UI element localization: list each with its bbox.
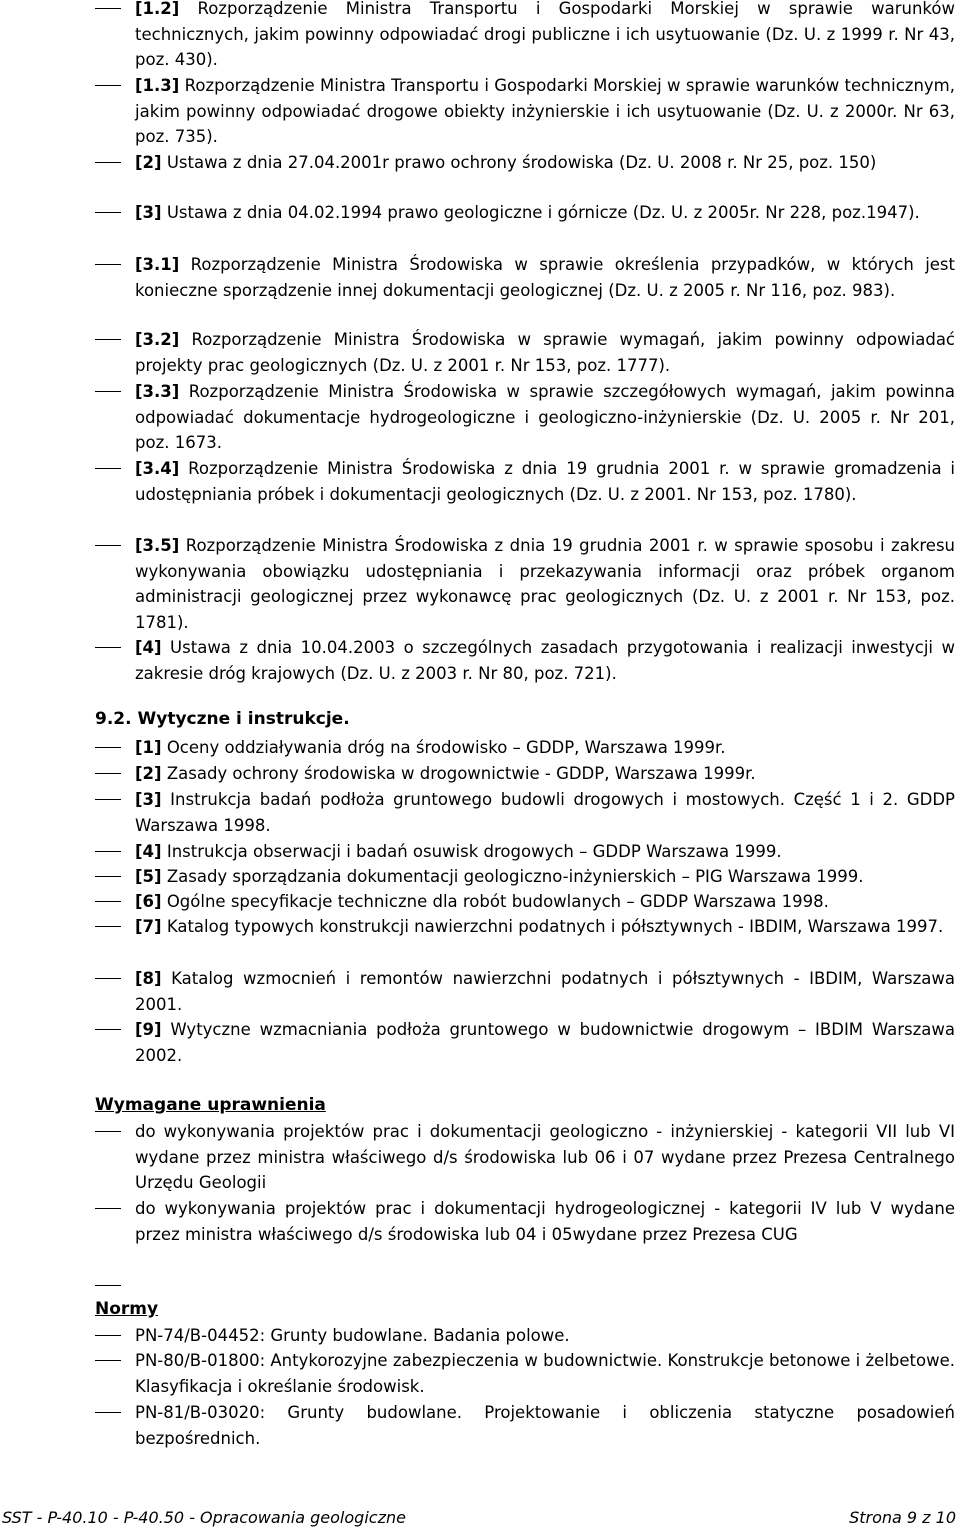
reference-number: [1.2]	[135, 0, 180, 18]
reference-text: Rozporządzenie Ministra Transportu i Gospodarki Morskiej w sprawie warunków technicznym, jakim powinny odpowiadać drogowe obiekty inżynierskie i ich usytuowanie (Dz. U. z 2000r. Nr 63, poz. 735).	[135, 76, 955, 147]
reference-number: [2]	[135, 764, 162, 783]
reference-text: Ogólne specyfikacje techniczne dla robót budowlanych – GDDP Warszawa 1998.	[161, 892, 829, 911]
dash-bullet	[95, 851, 121, 852]
dash-bullet	[95, 1285, 121, 1286]
dash-bullet	[95, 212, 121, 213]
dash-bullet	[95, 339, 121, 340]
reference-number: [8]	[135, 969, 162, 988]
reference-number: [3.3]	[135, 382, 180, 401]
reference-item	[95, 327, 955, 378]
dash-bullet	[95, 264, 121, 265]
section-heading: 9.2. Wytyczne i instrukcje.	[95, 709, 350, 729]
dash-bullet	[95, 8, 121, 9]
reference-text: Rozporządzenie Ministra Środowiska w sprawie określenia przypadków, w których jest konieczne sporządzenie innej dokumentacji geologicznej (Dz. U. z 2005 r. Nr 116, poz. 983).	[135, 255, 955, 300]
reference-text: Ustawa z dnia 27.04.2001r prawo ochrony środowiska (Dz. U. 2008 r. Nr 25, poz. 150)	[161, 153, 877, 172]
reference-text: Katalog wzmocnień i remontów nawierzchni podatnych i półsztywnych - IBDIM, Warszawa 2001.	[135, 969, 955, 1014]
guideline-item	[95, 966, 955, 1017]
dash-bullet	[95, 876, 121, 877]
footer-document-title: SST - P-40.10 - P-40.50 - Opracowania geologiczne	[2, 1508, 406, 1527]
reference-text: Katalog typowych konstrukcji nawierzchni podatnych i półsztywnych - IBDIM, Warszawa 1997.	[161, 917, 944, 936]
reference-item	[95, 456, 955, 507]
permission-item	[95, 1119, 955, 1196]
guideline-item	[95, 889, 955, 915]
permission-text: do wykonywania projektów prac i dokumentacji geologiczno - inżynierskiej - kategorii VII lub VI wydane przez ministra właściwego d/s środowiska lub 06 i 07 wydane przez Prezesa Centralnego Urzędu Geologii	[135, 1122, 955, 1193]
guideline-item	[95, 735, 955, 761]
dash-bullet	[95, 901, 121, 902]
dash-bullet	[95, 647, 121, 648]
dash-bullet	[95, 1335, 121, 1336]
dash-bullet	[95, 1412, 121, 1413]
reference-number: [3.1]	[135, 255, 180, 274]
reference-number: [9]	[135, 1020, 162, 1039]
standard-item	[95, 1400, 955, 1451]
reference-item	[95, 150, 955, 176]
dash-bullet	[95, 799, 121, 800]
standard-item	[95, 1323, 955, 1349]
reference-text: Rozporządzenie Ministra Środowiska w sprawie wymagań, jakim powinny odpowiadać projekty prac geologicznych (Dz. U. z 2001 r. Nr 153, poz. 1777).	[135, 330, 955, 375]
dash-bullet	[95, 468, 121, 469]
guideline-item	[95, 839, 955, 865]
reference-number: [1]	[135, 738, 162, 757]
reference-text: Rozporządzenie Ministra Transportu i Gospodarki Morskiej w sprawie warunków technicznych, jakim powinny odpowiadać drogi publiczne i ich usytuowanie (Dz. U. z 1999 r. Nr 43, poz. 430).	[135, 0, 955, 70]
guideline-item	[95, 787, 955, 838]
guideline-item	[95, 1017, 955, 1068]
dash-bullet	[95, 978, 121, 979]
reference-number: [3.4]	[135, 459, 180, 478]
dash-bullet	[95, 773, 121, 774]
dash-bullet	[95, 162, 121, 163]
dash-bullet	[95, 747, 121, 748]
reference-number: [5]	[135, 867, 162, 886]
reference-text: Ustawa z dnia 10.04.2003 o szczególnych zasadach przygotowania i realizacji inwestycji w zakresie dróg krajowych (Dz. U. z 2003 r. Nr 80, poz. 721).	[135, 638, 955, 683]
reference-text: Instrukcja badań podłoża gruntowego budowli drogowych i mostowych. Część 1 i 2. GDDP Warszawa 1998.	[135, 790, 955, 835]
permission-item	[95, 1196, 955, 1247]
reference-text: Wytyczne wzmacniania podłoża gruntowego w budownictwie drogowym – IBDIM Warszawa 2002.	[135, 1020, 955, 1065]
reference-text: Rozporządzenie Ministra Środowiska z dnia 19 grudnia 2001 r. w sprawie gromadzenia i udostępniania próbek i dokumentacji geologicznych (Dz. U. z 2001. Nr 153, poz. 1780).	[135, 459, 955, 504]
reference-number: [3.2]	[135, 330, 180, 349]
reference-item	[95, 200, 955, 226]
reference-number: [1.3]	[135, 76, 180, 95]
reference-text: Zasady ochrony środowiska w drogownictwie - GDDP, Warszawa 1999r.	[161, 764, 756, 783]
reference-number: [3.5]	[135, 536, 180, 555]
reference-number: [2]	[135, 153, 162, 172]
dash-bullet	[95, 1131, 121, 1132]
reference-text: Ustawa z dnia 04.02.1994 prawo geologiczne i górnicze (Dz. U. z 2005r. Nr 228, poz.1947).	[161, 203, 920, 222]
reference-item	[95, 635, 955, 686]
reference-number: [4]	[135, 842, 162, 861]
reference-number: [6]	[135, 892, 162, 911]
footer-page-number: Strona 9 z 10	[849, 1508, 956, 1527]
dash-bullet	[95, 1029, 121, 1030]
guideline-item	[95, 761, 955, 787]
reference-number: [3]	[135, 790, 162, 809]
dash-bullet	[95, 926, 121, 927]
guideline-item	[95, 864, 955, 890]
reference-text: Zasady sporządzania dokumentacji geologiczno-inżynierskich – PIG Warszawa 1999.	[161, 867, 864, 886]
reference-item	[95, 533, 955, 635]
reference-text: Rozporządzenie Ministra Środowiska z dnia 19 grudnia 2001 r. w sprawie sposobu i zakresu wykonywania obowiązku udostępniania i przekazywania informacji oraz próbek organom administracji geologicznej przez wykonawcę prac geologicznych (Dz. U. z 2001 r. Nr 153, poz. 1781).	[135, 536, 955, 632]
reference-number: [7]	[135, 917, 162, 936]
standard-item	[95, 1348, 955, 1399]
reference-number: [4]	[135, 638, 162, 657]
permission-text: do wykonywania projektów prac i dokumentacji hydrogeologicznej - kategorii IV lub V wydane przez ministra właściwego d/s środowiska lub 04 i 05wydane przez Prezesa CUG	[135, 1199, 955, 1244]
reference-item	[95, 73, 955, 150]
dash-bullet	[95, 391, 121, 392]
reference-text: Oceny oddziaływania dróg na środowisko – GDDP, Warszawa 1999r.	[161, 738, 726, 757]
dash-bullet	[95, 545, 121, 546]
dash-bullet	[95, 1360, 121, 1361]
reference-text: Instrukcja obserwacji i badań osuwisk drogowych – GDDP Warszawa 1999.	[161, 842, 782, 861]
standards-heading: Normy	[95, 1299, 159, 1319]
standard-text: PN-74/B-04452: Grunty budowlane. Badania polowe.	[135, 1326, 570, 1345]
dash-bullet	[95, 1208, 121, 1209]
reference-item	[95, 379, 955, 456]
standard-text: PN-80/B-01800: Antykorozyjne zabezpieczenia w budownictwie. Konstrukcje betonowe i żelbetowe. Klasyfikacja i określanie środowisk.	[135, 1351, 955, 1396]
guideline-item	[95, 914, 955, 940]
reference-number: [3]	[135, 203, 162, 222]
reference-item	[95, 252, 955, 303]
dash-bullet	[95, 85, 121, 86]
standard-text: PN-81/B-03020: Grunty budowlane. Projektowanie i obliczenia statyczne posadowień bezpośrednich.	[135, 1403, 955, 1448]
reference-item	[95, 0, 955, 73]
permissions-heading: Wymagane uprawnienia	[95, 1095, 326, 1115]
reference-text: Rozporządzenie Ministra Środowiska w sprawie szczegółowych wymagań, jakim powinna odpowiadać dokumentacje hydrogeologiczne i geologiczno-inżynierskie (Dz. U. 2005 r. Nr 201, poz. 1673.	[135, 382, 955, 453]
